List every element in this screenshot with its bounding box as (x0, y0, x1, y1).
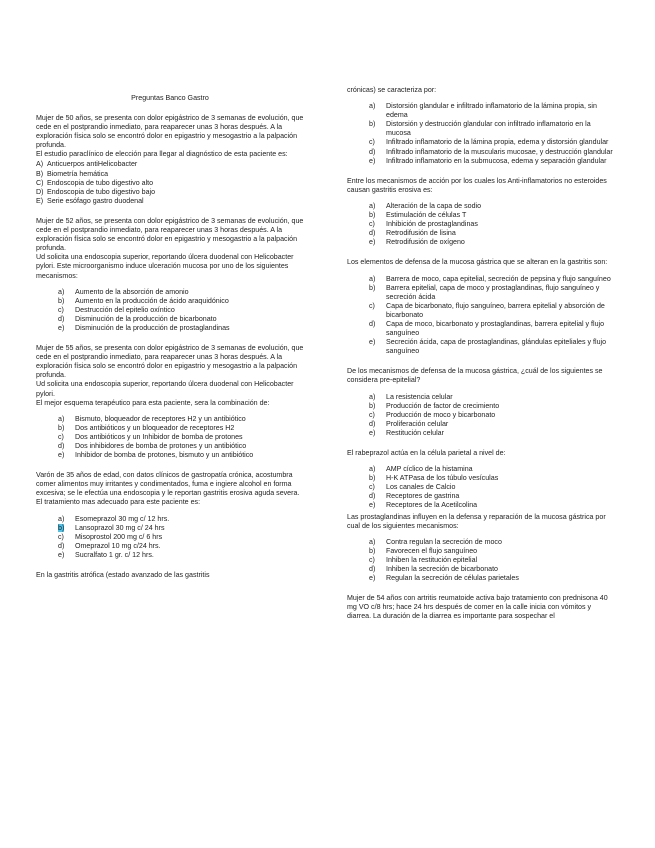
option-text: Infiltrado inflamatorio de la lámina propia, edema y distorsión glandular (386, 138, 609, 147)
option-text: Misoprostol 200 mg c/ 6 hrs (75, 532, 163, 541)
option-letter: e) (369, 238, 376, 247)
option-letter: e) (369, 156, 376, 165)
option-letter: c) (58, 432, 64, 441)
option-text: Proliferación celular (386, 419, 449, 428)
question-stem: Las prostaglandinas influyen en la defensa y reparación de la mucosa gástrica por cual de los siguientes mecanismos: (347, 512, 606, 530)
option-text: Inhiben la secreción de bicarbonato (386, 565, 499, 574)
question-prompt: El estudio paraclínico de elección para llegar al diagnóstico de esta paciente es: (36, 150, 288, 159)
answer-option (347, 492, 615, 501)
answer-option (36, 524, 304, 533)
option-letter: c) (369, 483, 375, 492)
answer-option (347, 211, 615, 220)
answer-option (347, 302, 615, 320)
option-letter: d) (369, 565, 376, 574)
answer-option (36, 551, 304, 560)
option-text: Lansoprazol 30 mg c/ 24 hrs (75, 523, 165, 532)
option-text: Secreción ácida, capa de prostaglandinas, glándulas epiteliales y flujo sanguíneo (386, 338, 607, 356)
question-stem: El rabeprazol actúa en la célula parietal a nivel de: (347, 449, 506, 457)
answer-option (347, 565, 615, 574)
option-list (347, 393, 615, 438)
answer-option (36, 515, 304, 524)
answer-option (347, 138, 615, 147)
option-text: Destrucción del epitelio oxíntico (75, 305, 175, 314)
answer-option (347, 120, 615, 138)
option-text: Disminución de la producción de bicarbonato (75, 314, 217, 323)
answer-option (36, 160, 304, 169)
answer-option (347, 148, 615, 157)
answer-option (36, 197, 304, 206)
option-text: Sucralfato 1 gr. c/ 12 hrs. (75, 550, 154, 559)
option-letter: a) (58, 414, 65, 423)
answer-option (36, 179, 304, 188)
option-letter: e) (58, 451, 65, 460)
option-letter: c) (58, 532, 64, 541)
option-letter: b) (369, 120, 376, 129)
answer-option (36, 442, 304, 451)
option-letter: d) (369, 147, 376, 156)
option-letter: D) (36, 187, 44, 196)
option-letter: d) (369, 319, 376, 328)
answer-option (36, 306, 304, 315)
option-list (36, 160, 304, 205)
option-letter: a) (369, 201, 376, 210)
answer-option (36, 542, 304, 551)
option-text: Disminución de la producción de prostaglandinas (75, 323, 230, 332)
question-stem: Mujer de 52 años, se presenta con dolor epigástrico de 3 semanas de evolución, que cede en el postprandio inmediato, para reaparecer unas 3 horas después. A la exploración física solo se encontró dolor en epigastrio y mesogastrio a la palpación profunda. (36, 216, 304, 253)
option-letter: e) (58, 550, 65, 559)
option-list (36, 288, 304, 333)
option-letter: a) (58, 287, 65, 296)
option-text: Receptores de gastrina (386, 492, 460, 501)
option-letter: e) (369, 428, 376, 437)
option-letter: c) (369, 301, 375, 310)
answer-option (36, 533, 304, 542)
option-text: Aumento en la producción de ácido araquidónico (75, 296, 229, 305)
option-text: Barrera de moco, capa epitelial, secreción de pepsina y flujo sanguíneo (386, 274, 611, 283)
answer-option (347, 393, 615, 402)
option-list (347, 465, 615, 510)
option-text: Capa de bicarbonato, flujo sanguíneo, barrera epitelial y absorción de bicarbonato (386, 301, 605, 319)
option-text: Barrera epitelial, capa de moco y prostaglandinas, flujo sanguíneo y secreción ácida (386, 283, 600, 301)
question-stem: Los elementos de defensa de la mucosa gástrica que se alteran en la gastritis son: (347, 258, 608, 267)
answer-option (36, 424, 304, 433)
option-text: Aumento de la absorción de amonio (75, 287, 189, 296)
option-text: Distorsión glandular e infiltrado inflamatorio de la lámina propia, sin edema (386, 102, 597, 120)
option-text: Serie esófago gastro duodenal (47, 196, 144, 205)
option-text: Retrodifusión de lisina (386, 229, 456, 238)
option-letter: b) (58, 423, 65, 432)
answer-option (347, 556, 615, 565)
option-text: Receptores de la Acetilcolina (386, 501, 478, 510)
option-letter: a) (58, 514, 65, 523)
answer-option (347, 574, 615, 583)
option-text: Esomeprazol 30 mg c/ 12 hrs. (75, 514, 170, 523)
option-letter: b) (369, 211, 376, 220)
option-letter: d) (369, 229, 376, 238)
option-letter: c) (369, 555, 375, 564)
option-letter: b) (369, 546, 376, 555)
option-list (347, 538, 615, 583)
option-letter: b) (369, 401, 376, 410)
option-text: Omeprazol 10 mg c/24 hrs. (75, 541, 161, 550)
option-letter: d) (369, 492, 376, 501)
option-text: Dos antibióticos y un bloqueador de receptores H2 (75, 423, 235, 432)
option-letter: c) (369, 410, 375, 419)
option-letter: a) (369, 392, 376, 401)
option-text: Alteración de la capa de sodio (386, 201, 482, 210)
option-text: Distorsión y destrucción glandular con infiltrado inflamatorio en la mucosa (386, 120, 591, 138)
option-list (36, 515, 304, 560)
option-letter: e) (369, 574, 376, 583)
option-letter: C) (36, 178, 44, 187)
option-letter: d) (369, 419, 376, 428)
answer-option (347, 411, 615, 420)
question-prompt: Ud solicita una endoscopia superior, reportando úlcera duodenal con Helicobacter pylori. Este microorganismo induce ulceración mucosa por uno de los siguientes mecanismos: (36, 253, 294, 280)
option-letter: a) (369, 465, 376, 474)
option-text: Producción de moco y bicarbonato (386, 410, 496, 419)
answer-option (347, 538, 615, 547)
question-stem: Mujer de 55 años, se presenta con dolor epigástrico de 3 semanas de evolución, que cede en el postprandio inmediato, para reaparecer unas 3 horas después. A la exploración física solo se encontró dolor en epigastrio y mesogastrio a la palpación profunda. (36, 344, 304, 380)
option-text: La resistencia celular (386, 392, 453, 401)
answer-option (347, 338, 615, 356)
option-text: Favorecen el flujo sanguíneo (386, 546, 478, 555)
answer-option (36, 324, 304, 333)
option-letter: a) (369, 102, 376, 111)
answer-option (36, 188, 304, 197)
answer-option (36, 433, 304, 442)
answer-option (347, 547, 615, 556)
option-text: Inhibidor de bomba de protones, bismuto y un antibiótico (75, 451, 254, 460)
question-stem-continued: Ud solicita una endoscopia superior, reportando úlcera duodenal con Helicobacter pylori. (36, 380, 294, 398)
option-letter: c) (369, 138, 375, 147)
answer-option (36, 288, 304, 297)
answer-option (36, 170, 304, 179)
option-letter: A) (36, 160, 44, 169)
option-letter: b) (58, 296, 65, 305)
option-text: Inhiben la restitución epitelial (386, 555, 478, 564)
option-letter: d) (58, 541, 65, 550)
option-text: Infiltrado inflamatorio en la submucosa, edema y separación glandular (386, 156, 607, 165)
answer-option (347, 483, 615, 492)
option-text: Dos inhibidores de bomba de protones y un antibiótico (75, 442, 247, 450)
answer-option (36, 451, 304, 460)
question-stem: Varón de 35 años de edad, con datos clínicos de gastropatía crónica, acostumbra comer alimentos muy irritantes y condimentados, fuma e ingiere alcohol en forma excesiva; se le efectúa una endoscopia y le reportan gastritis erosiva aguda severa. (36, 471, 300, 498)
option-letter: c) (58, 305, 64, 314)
document-title: Preguntas Banco Gastro (131, 94, 209, 102)
question-stem-continued: crónicas) se caracteriza por: (347, 86, 437, 94)
option-list (347, 275, 615, 357)
answer-option (347, 501, 615, 510)
answer-option (347, 284, 615, 302)
answer-option (347, 157, 615, 166)
option-text: Restitución celular (386, 428, 444, 437)
option-text: Producción de factor de crecimiento (386, 401, 500, 410)
right-column (347, 86, 615, 622)
option-letter: b) (58, 523, 65, 532)
left-column (36, 95, 304, 580)
answer-option (347, 238, 615, 247)
question-stem: De los mecanismos de defensa de la mucosa gástrica, ¿cuál de los siguientes se considera pre-epitelial? (347, 367, 603, 385)
option-text: Contra regulan la secreción de moco (386, 537, 502, 546)
option-text: Capa de moco, bicarbonato y prostaglandinas, barrera epitelial y flujo sanguíneo (386, 319, 605, 338)
option-list (36, 415, 304, 460)
option-text: Los canales de Calcio (386, 483, 456, 492)
option-letter: c) (369, 220, 375, 229)
option-letter: e) (58, 323, 65, 332)
option-letter: b) (369, 283, 376, 292)
answer-option (347, 229, 615, 238)
option-letter: d) (58, 442, 65, 450)
answer-option (347, 102, 615, 120)
answer-option (36, 315, 304, 324)
option-text: H-K ATPasa de los túbulo vesículas (386, 474, 499, 483)
option-text: Retrodifusión de oxígeno (386, 238, 465, 247)
option-text: Dos antibióticos y un Inhibidor de bomba de protones (75, 432, 243, 441)
answer-option (347, 320, 615, 338)
option-text: Estimulación de células T (386, 211, 467, 220)
answer-option (347, 429, 615, 438)
answer-option (347, 474, 615, 483)
option-text: Inhibición de prostaglandinas (386, 220, 478, 229)
answer-option (347, 275, 615, 284)
question-stem: Mujer de 50 años, se presenta con dolor epigástrico de 3 semanas de evolución, que cede en el postprandio inmediato, para reaparecer unas 3 horas después. A la exploración física solo se encontró dolor en epigastrio y mesogastrio a la palpación profunda. (36, 114, 304, 150)
option-letter: a) (369, 274, 376, 283)
option-list (347, 102, 615, 166)
answer-option (347, 465, 615, 474)
option-letter: E) (36, 196, 44, 205)
option-letter: b) (369, 474, 376, 483)
answer-option (347, 220, 615, 229)
question-prompt: El tratamiento mas adecuado para este paciente es: (36, 498, 201, 507)
question-prompt: El mejor esquema terapéutico para esta paciente, sera la combinación de: (36, 398, 270, 407)
option-text: Anticuerpos antiHelicobacter (47, 160, 138, 169)
option-text: Biometría hemática (47, 169, 109, 178)
answer-option (347, 420, 615, 429)
option-letter: a) (369, 537, 376, 546)
option-letter: e) (369, 501, 376, 510)
option-list (347, 202, 615, 247)
question-stem: Entre los mecanismos de acción por los cuales los Anti-inflamatorios no esteroides causan gastritis erosiva es: (347, 176, 607, 194)
option-letter: B) (36, 169, 44, 178)
answer-option (36, 297, 304, 306)
option-text: AMP cíclico de la histamina (386, 465, 473, 474)
option-text: Regulan la secreción de células parietales (386, 574, 519, 583)
option-letter: d) (58, 314, 65, 323)
answer-option (36, 415, 304, 424)
option-text: Endoscopia de tubo digestivo bajo (47, 187, 156, 196)
option-letter: e) (369, 338, 376, 347)
question-stem: En la gastritis atrófica (estado avanzado de las gastritis (36, 571, 210, 580)
question-stem: Mujer de 54 años con artritis reumatoide activa bajo tratamiento con prednisona 40 mg VO c/8 hrs; hace 24 hrs después de comer en la calle inicia con vómitos y diarrea. La duración de la diarrea es importante para sospechar el (347, 594, 608, 621)
option-text: Bismuto, bloqueador de receptores H2 y un antibiótico (75, 414, 246, 423)
answer-option (347, 202, 615, 211)
option-text: Endoscopia de tubo digestivo alto (47, 178, 154, 187)
option-text: Infiltrado inflamatorio de la muscularis mucosae, y destrucción glandular (386, 147, 613, 156)
answer-option (347, 402, 615, 411)
